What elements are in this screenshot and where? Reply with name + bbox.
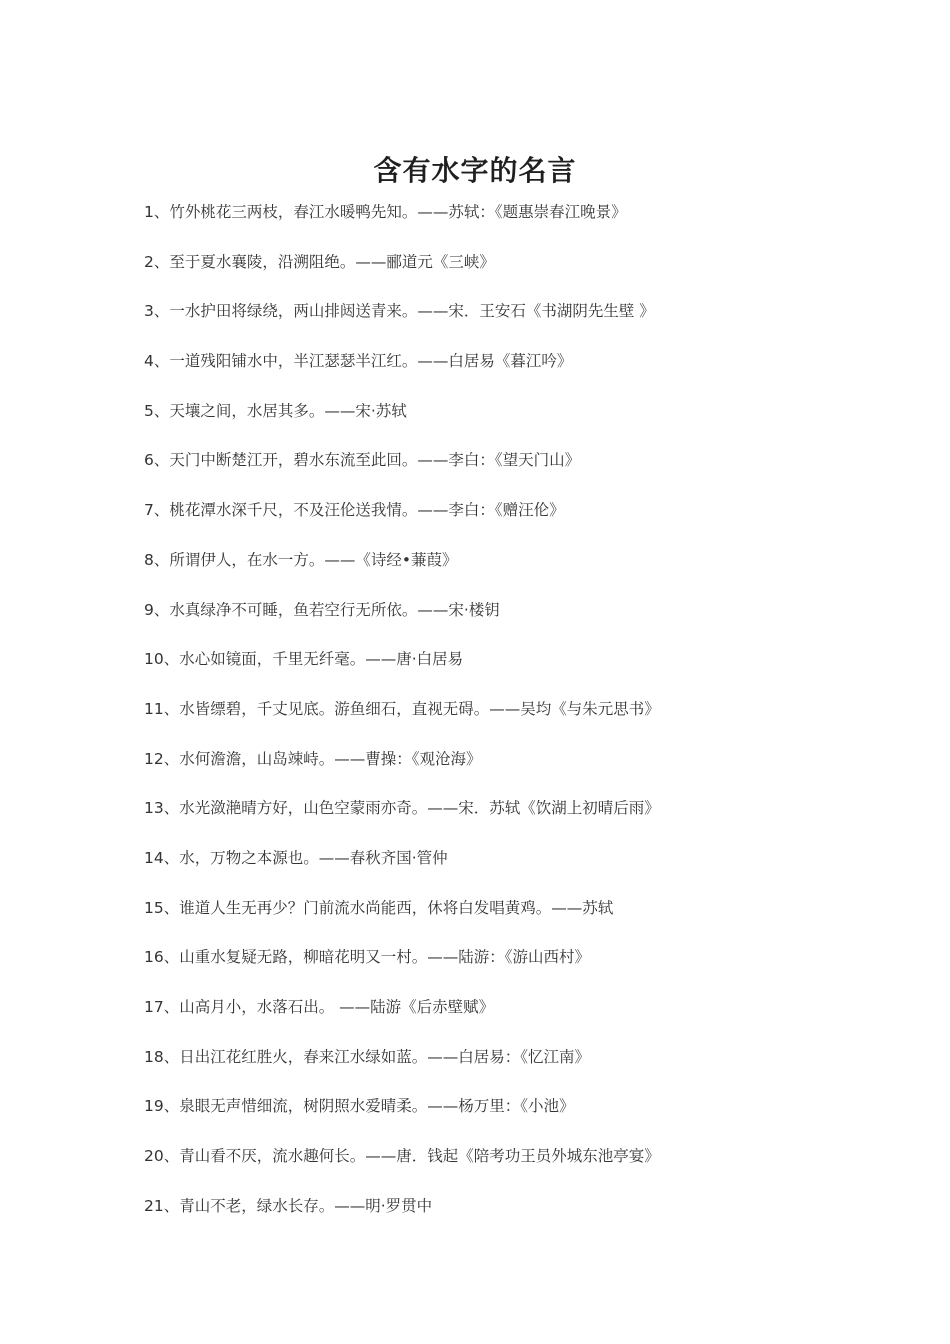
list-item: 18、日出江花红胜火，春来江水绿如蓝。——白居易：《忆江南》 <box>144 1047 590 1066</box>
list-item: 14、水，万物之本源也。——春秋齐国·管仲 <box>144 848 448 867</box>
list-item: 1、竹外桃花三两枝，春江水暖鸭先知。——苏轼：《题惠崇春江晚景》 <box>144 203 627 221</box>
list-item: 17、山高月小，水落石出。 ——陆游《后赤壁赋》 <box>144 998 495 1016</box>
list-item: 9、水真绿净不可睡，鱼若空行无所依。——宋·楼钥 <box>144 600 500 619</box>
list-item: 12、水何澹澹，山岛竦峙。——曹操：《观沧海》 <box>144 749 482 768</box>
list-item: 7、桃花潭水深千尺，不及汪伦送我情。——李白：《赠汪伦》 <box>144 501 565 520</box>
list-item: 10、水心如镜面，千里无纤毫。——唐·白居易 <box>144 650 464 669</box>
list-item: 20、青山看不厌，流水趣何长。——唐．钱起《陪考功王员外城东池亭宴》 <box>144 1147 660 1166</box>
list-item: 3、一水护田将绿绕，两山排闼送青来。——宋．王安石《书湖阴先生壁 》 <box>144 302 655 321</box>
list-item: 4、一道残阳铺水中，半江瑟瑟半江红。——白居易《暮江吟》 <box>144 352 573 371</box>
list-item: 6、天门中断楚江开，碧水东流至此回。——李白：《望天门山》 <box>144 451 581 470</box>
list-item: 5、天壤之间，水居其多。——宋·苏轼 <box>144 401 407 420</box>
list-item: 21、青山不老，绿水长存。——明·罗贯中 <box>144 1196 433 1215</box>
list-item: 11、水皆缥碧，千丈见底。游鱼细石，直视无碍。——吴均《与朱元思书》 <box>144 699 660 718</box>
list-item: 16、山重水复疑无路，柳暗花明又一村。——陆游：《游山西村》 <box>144 948 590 967</box>
quote-list <box>144 200 844 1243</box>
list-item: 8、所谓伊人，在水一方。——《诗经•蒹葭》 <box>144 550 458 569</box>
list-item: 15、谁道人生无再少？门前流水尚能西，休将白发唱黄鸡。——苏轼 <box>144 898 614 917</box>
list-item: 13、水光潋滟晴方好，山色空蒙雨亦奇。——宋．苏轼《饮湖上初晴后雨》 <box>144 799 660 818</box>
list-item: 19、泉眼无声惜细流，树阴照水爱晴柔。——杨万里：《小池》 <box>144 1097 575 1116</box>
page-title: 含有水字的名言 <box>373 153 577 187</box>
list-item: 2、至于夏水襄陵，沿溯阻绝。——郦道元《三峡》 <box>144 252 495 271</box>
